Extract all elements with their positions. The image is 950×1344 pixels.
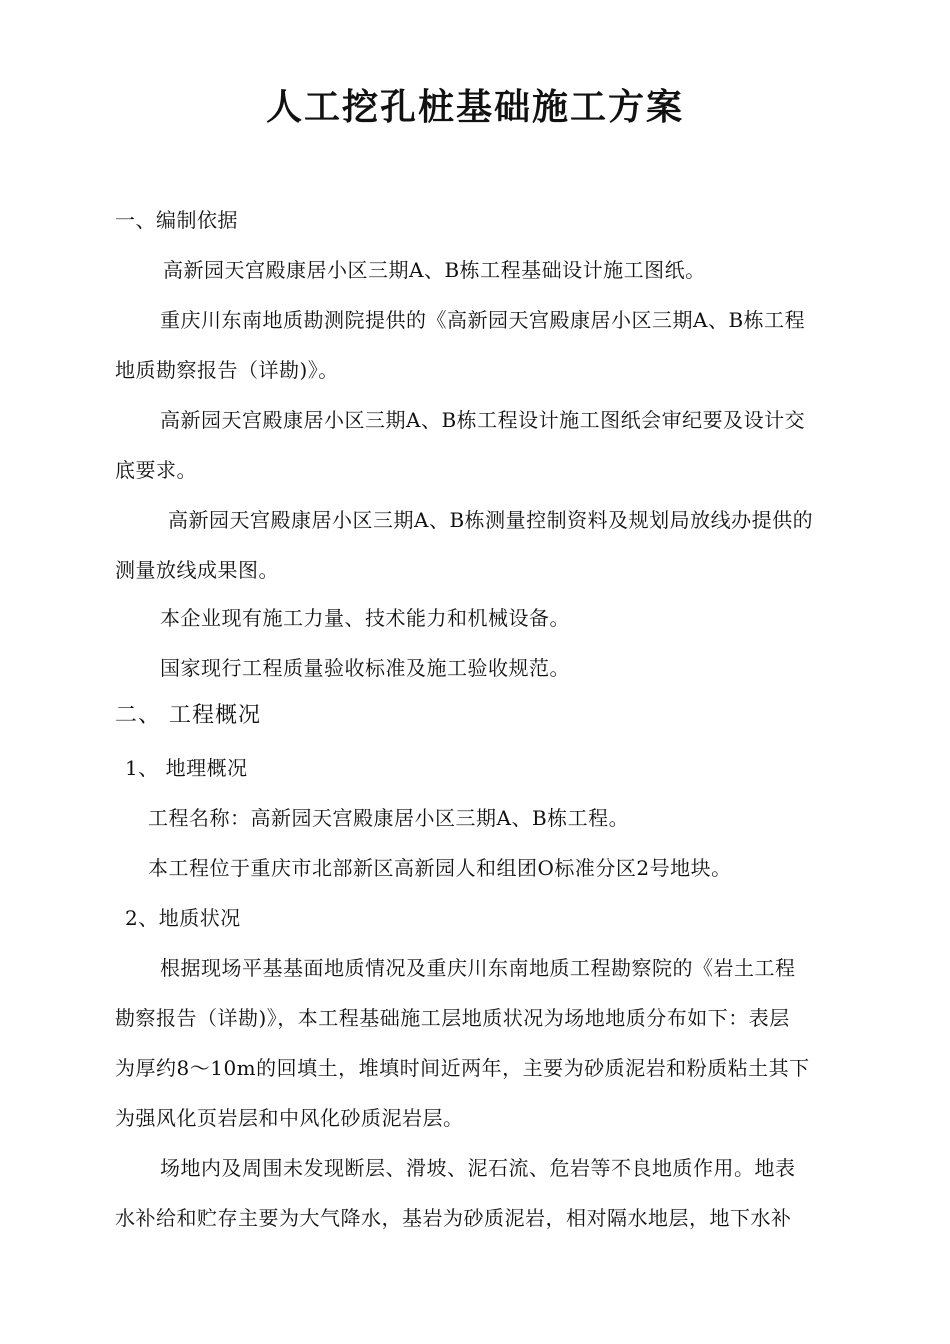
paragraph-line: 工程名称：高新园天宫殿康居小区三期A、B栋工程。 bbox=[148, 806, 630, 830]
paragraph-line: 高新园天宫殿康居小区三期A、B栋工程基础设计施工图纸。 bbox=[163, 258, 706, 282]
paragraph-line: 为厚约8～10m的回填土，堆填时间近两年，主要为砂质泥岩和粉质粘土其下 bbox=[115, 1056, 810, 1080]
paragraph-line: 根据现场平基基面地质情况及重庆川东南地质工程勘察院的《岩土工程 bbox=[160, 956, 796, 980]
paragraph-line: 国家现行工程质量验收标准及施工验收规范。 bbox=[160, 656, 570, 680]
paragraph-line: 测量放线成果图。 bbox=[115, 558, 279, 582]
section-heading-overview: 二、 工程概况 bbox=[115, 703, 261, 728]
paragraph-line: 本工程位于重庆市北部新区高新园人和组团O标准分区2号地块。 bbox=[148, 856, 732, 880]
paragraph-line: 水补给和贮存主要为大气降水，基岩为砂质泥岩，相对隔水地层，地下水补 bbox=[115, 1206, 792, 1230]
paragraph-line: 勘察报告（详勘)》，本工程基础施工层地质状况为场地地质分布如下：表层 bbox=[115, 1006, 790, 1030]
section-heading-basis: 一、编制依据 bbox=[115, 208, 238, 232]
paragraph-line: 本企业现有施工力量、技术能力和机械设备。 bbox=[160, 606, 570, 630]
paragraph-line: 地质勘察报告（详勘)》。 bbox=[115, 358, 339, 382]
subsection-heading-geology: 2、地质状况 bbox=[125, 906, 241, 930]
document-title: 人工挖孔桩基础施工方案 bbox=[265, 86, 684, 128]
paragraph-line: 底要求。 bbox=[115, 458, 197, 482]
subsection-heading-geography: 1、 地理概况 bbox=[125, 756, 248, 780]
paragraph-line: 为强风化页岩层和中风化砂质泥岩层。 bbox=[115, 1106, 464, 1130]
paragraph-line: 高新园天宫殿康居小区三期A、B栋测量控制资料及规划局放线办提供的 bbox=[168, 508, 814, 532]
paragraph-line: 重庆川东南地质勘测院提供的《高新园天宫殿康居小区三期A、B栋工程 bbox=[160, 308, 806, 332]
paragraph-line: 场地内及周围未发现断层、滑坡、泥石流、危岩等不良地质作用。地表 bbox=[160, 1156, 796, 1180]
paragraph-line: 高新园天宫殿康居小区三期A、B栋工程设计施工图纸会审纪要及设计交 bbox=[160, 408, 806, 432]
